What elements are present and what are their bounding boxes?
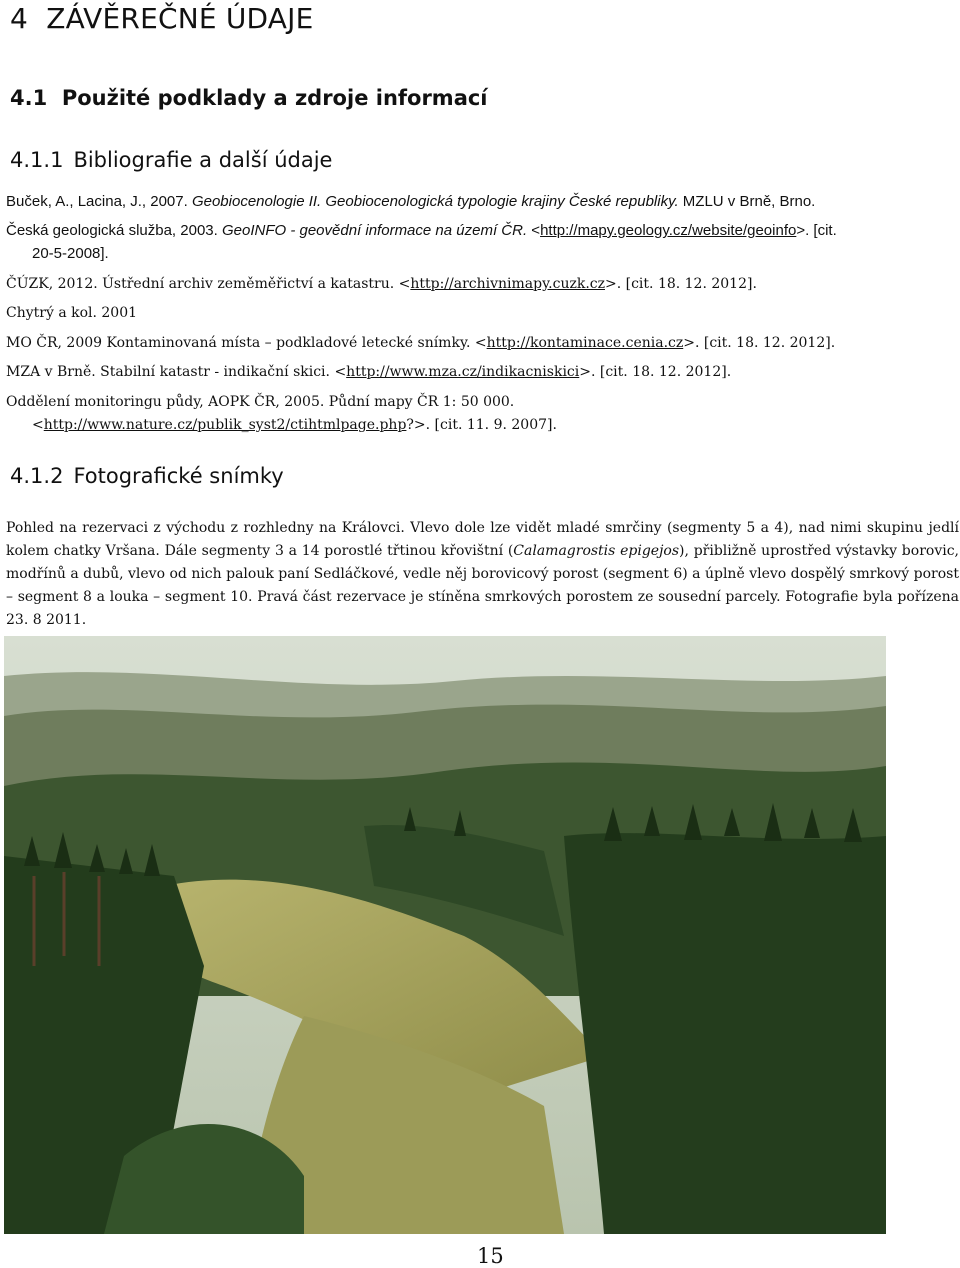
- reference-aopk: Oddělení monitoringu půdy, AOPK ČR, 2005. Půdní mapy ČR 1: 50 000. <http://www.nature.cz/publik_syst2/ctihtmlpage.php?>. [cit. 11. 9. 2007].: [6, 394, 557, 433]
- photo-caption: Pohled na rezervaci z východu z rozhledny na Královci. Vlevo dole lze vidět mladé smrčiny (segmenty 5 a 4), nad nimi skupinu jedlí kolem chatky Vršana. Dále segmenty 3 a 14 porostlé třtinou křovištní (Calamagrostis epigejos), přibližně uprostřed výstavky borovic, modřínů a dubů, vlevo od nich palouk paní Sedláčkové, vedle něj borovicový porost (segment 6) a úplně vlevo dospělý smrkový porost – segment 8 a louka – segment 10. Pravá část rezervace je stíněna smrkových porostem ze sousední parcely. Fotografie byla pořízena 23. 8 2011.: [6, 520, 959, 628]
- section-title: Použité podklady a zdroje informací: [61, 86, 488, 110]
- nature-link[interactable]: http://www.nature.cz/publik_syst2/ctihtmlpage.php: [43, 417, 407, 433]
- archivnimapy-link[interactable]: http://archivnimapy.cuzk.cz: [410, 276, 605, 292]
- subsection-number: 4.1.2: [10, 464, 64, 488]
- reference-cgs: Česká geologická služba, 2003. GeoINFO - geovědní informace na území ČR. <http://mapy.geology.cz/website/geoinfo>. [cit. 20-5-2008].: [6, 219, 956, 265]
- chapter-heading: [10, 2, 314, 35]
- subsection-heading-bibliography: [10, 148, 332, 172]
- reference-chytry: Chytrý a kol. 2001: [6, 305, 138, 321]
- reference-title: Geobiocenologie II. Geobiocenologická typologie krajiny České republiky.: [191, 193, 679, 210]
- mza-link[interactable]: http://www.mza.cz/indikacniskici: [346, 364, 580, 380]
- section-number: 4.1: [10, 86, 48, 110]
- subsection-title: Fotografické snímky: [73, 464, 284, 488]
- reference-continuation: 20-5-2008].: [32, 245, 109, 262]
- reference-mza: MZA v Brně. Stabilní katastr - indikační skici. <http://www.mza.cz/indikacniskici>. [cit. 18. 12. 2012].: [6, 364, 732, 380]
- subsection-title: Bibliografie a další údaje: [73, 148, 333, 172]
- subsection-heading-photos: [10, 464, 284, 488]
- subsection-number: 4.1.1: [10, 148, 64, 172]
- forest-landscape-image: [4, 636, 886, 1234]
- page-number: 15: [477, 1244, 504, 1268]
- chapter-title: ZÁVĚREČNÉ ÚDAJE: [46, 2, 314, 35]
- reference-mocr: MO ČR, 2009 Kontaminovaná místa – podkladové letecké snímky. <http://kontaminace.cenia.cz>. [cit. 18. 12. 2012].: [6, 335, 836, 351]
- section-heading: [10, 86, 488, 110]
- geoinfo-link[interactable]: http://mapy.geology.cz/website/geoinfo: [540, 222, 797, 239]
- reserve-photo: [4, 636, 886, 1234]
- reference-cuzk: ČÚZK, 2012. Ústřední archiv zeměměřictví a katastru. <http://archivnimapy.cuzk.cz>. [cit. 18. 12. 2012].: [6, 276, 757, 292]
- chapter-number: 4: [10, 2, 29, 35]
- reference-bucek: Buček, A., Lacina, J., 2007. Geobiocenologie II. Geobiocenologická typologie krajiny České republiky. MZLU v Brně, Brno.: [6, 193, 816, 210]
- kontaminace-link[interactable]: http://kontaminace.cenia.cz: [486, 335, 684, 351]
- spruce-stand-right: [564, 833, 886, 1234]
- reference-title: GeoINFO - geovědní informace na území ČR.: [221, 222, 528, 239]
- species-name: Calamagrostis epigejos: [513, 543, 680, 559]
